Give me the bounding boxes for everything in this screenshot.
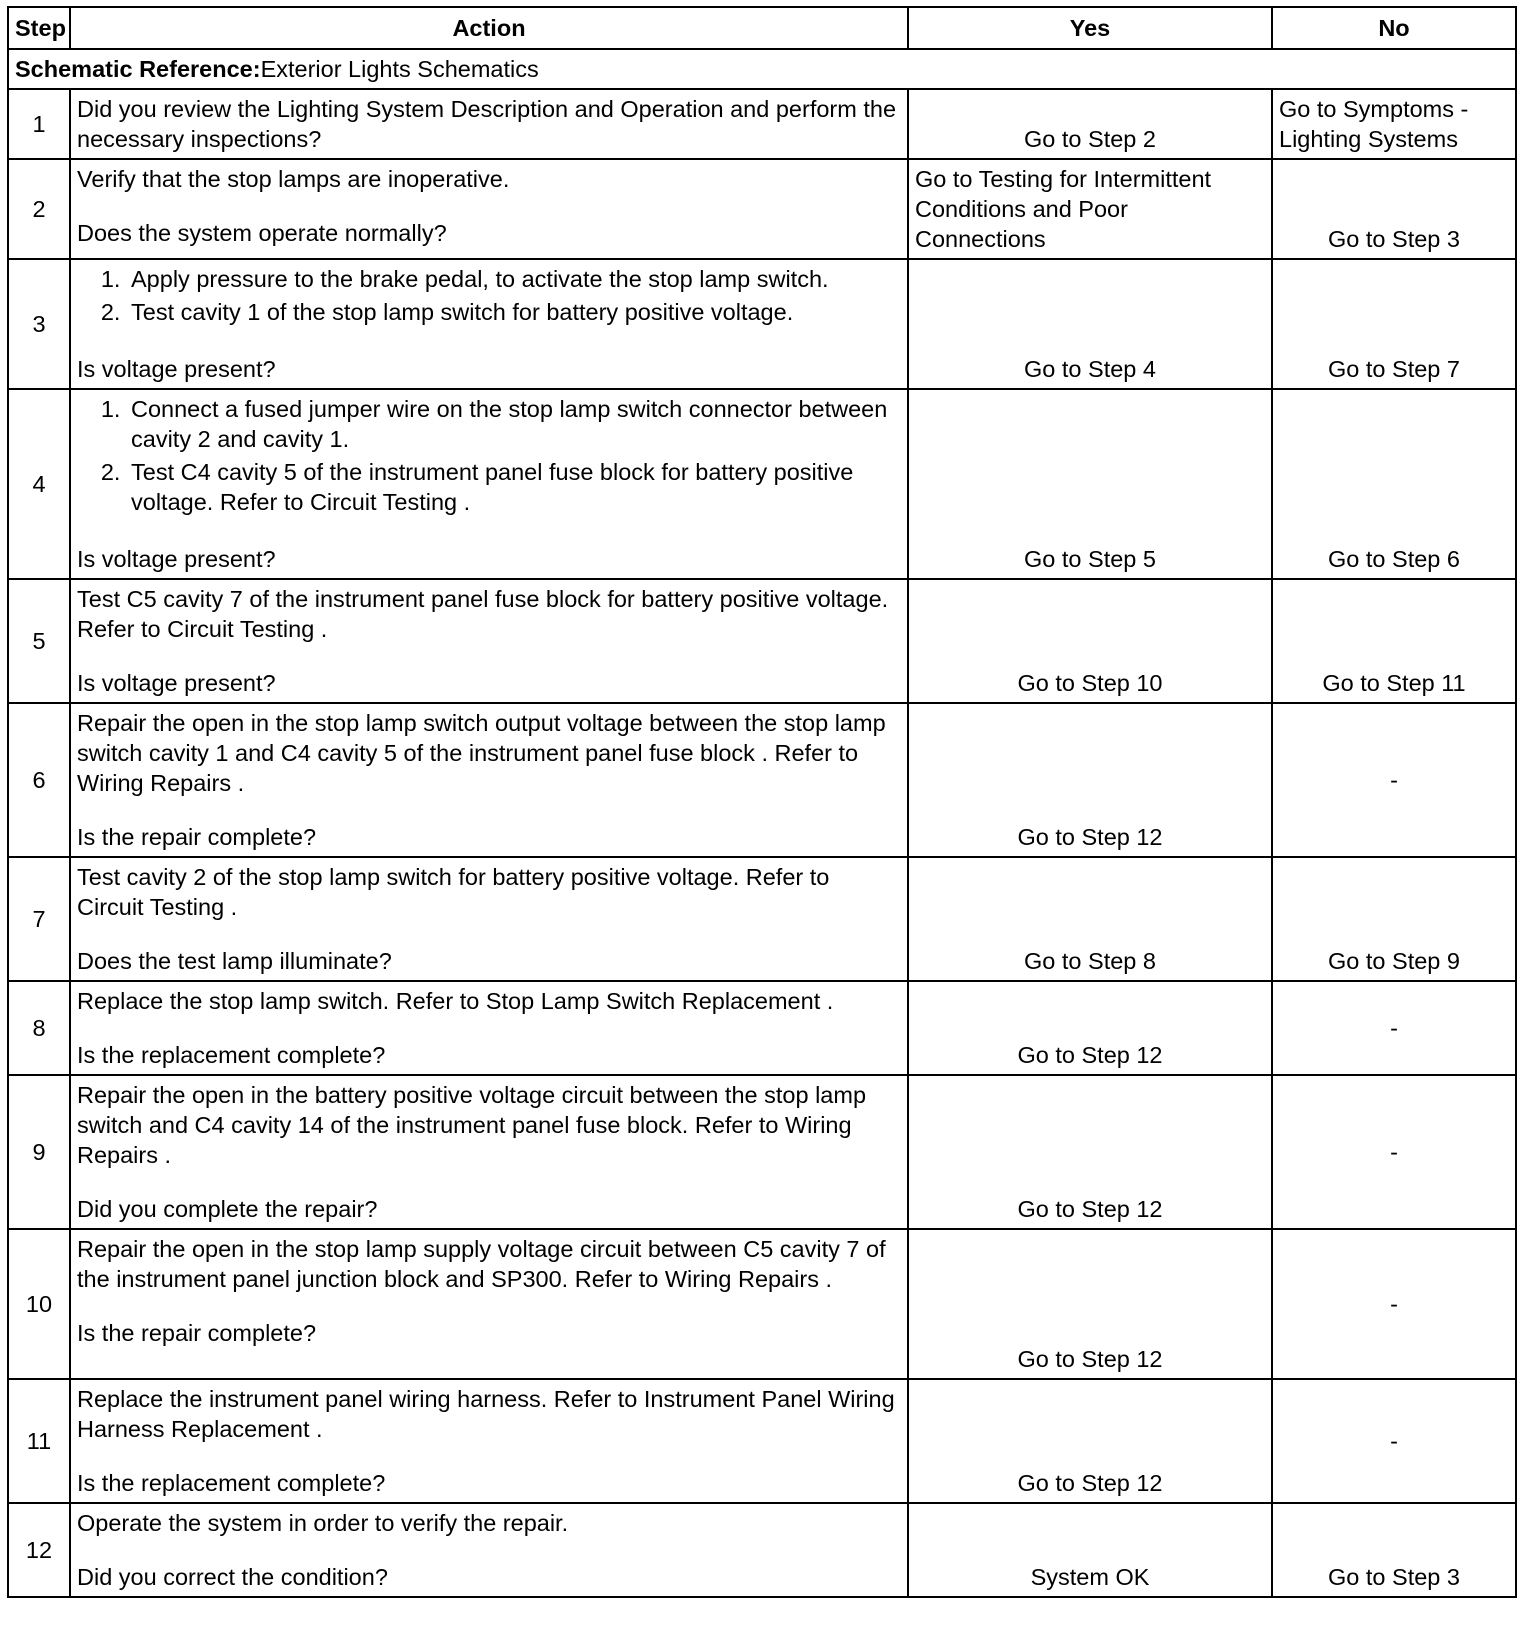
header-yes: Yes	[908, 7, 1272, 49]
table-row	[8, 159, 1516, 259]
yes-cell[interactable]: Go to Testing for Intermittent Conditions and Poor Connections	[908, 159, 1272, 259]
action-question: Does the system operate normally?	[77, 220, 447, 246]
action-cell	[70, 1503, 908, 1597]
action-text: Repair the open in the stop lamp switch output voltage between the stop lamp switch cavity 1 and C4 cavity 5 of the instrument panel fuse block . Refer to Wiring Repairs .	[77, 710, 886, 796]
action-text: Test cavity 2 of the stop lamp switch for battery positive voltage. Refer to Circuit Testing .	[77, 864, 830, 920]
no-cell[interactable]: Go to Step 3	[1272, 159, 1516, 259]
action-cell	[70, 159, 908, 259]
action-text: Replace the stop lamp switch. Refer to Stop Lamp Switch Replacement .	[77, 988, 834, 1014]
action-text: Replace the instrument panel wiring harness. Refer to Instrument Panel Wiring Harness Replacement .	[77, 1386, 895, 1442]
yes-cell[interactable]: Go to Step 12	[908, 1379, 1272, 1503]
step-number: 5	[8, 579, 70, 703]
action-text: Repair the open in the battery positive voltage circuit between the stop lamp switch and C4 cavity 14 of the instrument panel fuse block. Refer to Wiring Repairs .	[77, 1082, 867, 1168]
action-cell	[70, 259, 908, 389]
action-text: Test C5 cavity 7 of the instrument panel fuse block for battery positive voltage. Refer to Circuit Testing .	[77, 586, 889, 642]
no-cell: -	[1272, 703, 1516, 857]
action-text: Operate the system in order to verify the repair.	[77, 1510, 569, 1536]
table-row	[8, 1229, 1516, 1379]
action-question: Is the replacement complete?	[77, 1042, 386, 1068]
action-cell	[70, 857, 908, 981]
yes-cell[interactable]: System OK	[908, 1503, 1272, 1597]
schematic-label: Schematic Reference:	[15, 56, 261, 82]
step-number: 2	[8, 159, 70, 259]
step-number: 7	[8, 857, 70, 981]
no-cell[interactable]: Go to Step 3	[1272, 1503, 1516, 1597]
header-step: Step	[8, 7, 70, 49]
action-cell	[70, 1075, 908, 1229]
table-row	[8, 579, 1516, 703]
yes-cell[interactable]: Go to Step 12	[908, 981, 1272, 1075]
action-steps	[77, 264, 901, 327]
step-number: 10	[8, 1229, 70, 1379]
action-question: Is voltage present?	[77, 670, 276, 696]
action-step-item: 1. Apply pressure to the brake pedal, to activate the stop lamp switch.	[127, 264, 901, 294]
action-question: Did you complete the repair?	[77, 1196, 378, 1222]
header-action: Action	[70, 7, 908, 49]
no-cell[interactable]: Go to Step 6	[1272, 389, 1516, 579]
diagnostic-table	[7, 6, 1517, 1598]
no-cell[interactable]: Go to Step 7	[1272, 259, 1516, 389]
yes-cell[interactable]: Go to Step 12	[908, 1229, 1272, 1379]
step-number: 1	[8, 89, 70, 159]
table-row	[8, 1379, 1516, 1503]
schematic-row	[8, 49, 1516, 89]
header-row	[8, 7, 1516, 49]
action-cell	[70, 389, 908, 579]
action-question: Does the test lamp illuminate?	[77, 948, 392, 974]
no-cell: -	[1272, 1379, 1516, 1503]
step-number: 12	[8, 1503, 70, 1597]
action-steps	[77, 394, 901, 517]
action-question: Is the repair complete?	[77, 824, 317, 850]
action-question: Is the repair complete?	[77, 1320, 317, 1346]
action-question: Is voltage present?	[77, 356, 276, 382]
step-number: 3	[8, 259, 70, 389]
action-cell	[70, 981, 908, 1075]
table-row	[8, 389, 1516, 579]
no-cell[interactable]: Go to Symptoms - Lighting Systems	[1272, 89, 1516, 159]
schematic-reference	[8, 49, 1516, 89]
table-row	[8, 857, 1516, 981]
yes-cell[interactable]: Go to Step 8	[908, 857, 1272, 981]
action-cell	[70, 579, 908, 703]
schematic-link[interactable]: Exterior Lights Schematics	[260, 56, 539, 82]
step-number: 9	[8, 1075, 70, 1229]
yes-cell[interactable]: Go to Step 10	[908, 579, 1272, 703]
table-row	[8, 1075, 1516, 1229]
action-question: Did you correct the condition?	[77, 1564, 388, 1590]
table-row	[8, 259, 1516, 389]
table-row	[8, 703, 1516, 857]
action-question: Is voltage present?	[77, 546, 276, 572]
action-cell	[70, 1379, 908, 1503]
table-row	[8, 89, 1516, 159]
action-question: Is the replacement complete?	[77, 1470, 386, 1496]
action-text: Verify that the stop lamps are inoperative.	[77, 166, 510, 192]
yes-cell[interactable]: Go to Step 2	[908, 89, 1272, 159]
action-step-item: 1. Connect a fused jumper wire on the stop lamp switch connector between cavity 2 and cavity 1.	[127, 394, 901, 454]
yes-cell[interactable]: Go to Step 12	[908, 703, 1272, 857]
header-no: No	[1272, 7, 1516, 49]
step-number: 4	[8, 389, 70, 579]
action-cell	[70, 1229, 908, 1379]
action-step-item: 2. Test cavity 1 of the stop lamp switch for battery positive voltage.	[127, 297, 901, 327]
table-row	[8, 1503, 1516, 1597]
action-cell	[70, 703, 908, 857]
no-cell: -	[1272, 1075, 1516, 1229]
action-cell	[70, 89, 908, 159]
yes-cell[interactable]: Go to Step 12	[908, 1075, 1272, 1229]
no-cell[interactable]: Go to Step 9	[1272, 857, 1516, 981]
action-step-item: 2. Test C4 cavity 5 of the instrument panel fuse block for battery positive voltage. Refer to Circuit Testing .	[127, 457, 901, 517]
yes-cell[interactable]: Go to Step 5	[908, 389, 1272, 579]
yes-cell[interactable]: Go to Step 4	[908, 259, 1272, 389]
step-number: 11	[8, 1379, 70, 1503]
step-number: 6	[8, 703, 70, 857]
no-cell: -	[1272, 1229, 1516, 1379]
no-cell: -	[1272, 981, 1516, 1075]
action-text: Repair the open in the stop lamp supply voltage circuit between C5 cavity 7 of the instrument panel junction block and SP300. Refer to Wiring Repairs .	[77, 1236, 886, 1292]
step-number: 8	[8, 981, 70, 1075]
no-cell[interactable]: Go to Step 11	[1272, 579, 1516, 703]
table-row	[8, 981, 1516, 1075]
action-text: Did you review the Lighting System Description and Operation and perform the necessary inspections?	[77, 96, 897, 152]
